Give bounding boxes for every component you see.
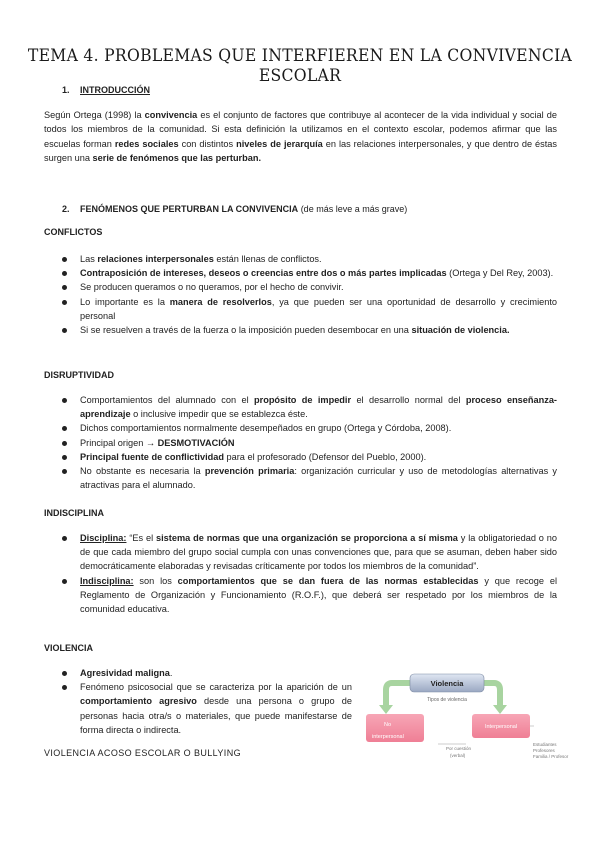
list-item: Fenómeno psicosocial que se caracteriza por la aparición de un comportamiento agresivo desde una persona o grupo de personas hacia otra/s o materiales, que puede manifestarse de forma directa o indirecta. — [62, 680, 352, 737]
violence-types-diagram — [362, 672, 569, 762]
list-item: Disciplina: “Es el sistema de normas que una organización se proporciona a sí misma y la obligatoriedad o no de que cada miembro del grupo social cumpla con unas convenciones que, para que se asuman, deben haber sido democráticamente elaboradas y revisadas críticamente por todos los miembros de la comunidad”. — [62, 531, 557, 574]
list-item: Contraposición de intereses, deseos o creencias entre dos o más partes implicadas (Ortega y Del Rey, 2003). — [62, 266, 557, 280]
intro-text-4: en las relaciones interpersonales, y que dentro de éstas surgen una — [44, 138, 557, 163]
no-interpersonal-label-2: interpersonal — [372, 734, 404, 740]
section-2-heading — [62, 204, 407, 214]
list-item: Lo importante es la manera de resolverlos, ya que pueden ser una oportunidad de desarrollo y crecimiento personal — [62, 295, 557, 323]
list-item: Principal fuente de conflictividad para el profesorado (Defensor del Pueblo, 2000). — [62, 450, 557, 464]
right-sub-2: Profesores — [533, 748, 555, 753]
intro-text-1: Según Ortega (1998) la — [44, 110, 145, 120]
violencia-node-label: Violencia — [430, 679, 464, 688]
list-item: Se producen queramos o no queramos, por el hecho de convivir. — [62, 280, 557, 294]
sub-label-1: Por cuestión — [446, 746, 472, 751]
conflictos-heading: CONFLICTOS — [44, 227, 103, 237]
left-arrow-head — [379, 705, 393, 714]
intro-text-3: con distintos — [178, 138, 237, 149]
list-item: Las relaciones interpersonales están llenas de conflictos. — [62, 252, 557, 266]
list-item: No obstante es necesaria la prevención primaria: organización curricular y uso de metodologías alternativas y atractivas para el alumnado. — [62, 464, 557, 492]
right-sub-3: Familia / Profesor — [533, 754, 569, 759]
right-arrow-head — [493, 705, 507, 714]
section-2-number: 2. — [62, 204, 70, 214]
list-item: Principal origen → DESMOTIVACIÓN — [62, 436, 557, 450]
intro-text-2: es el conjunto de factores que contribuye al acontecer de la vida individual y social de todos los miembros de la comunidad. Si esta definición la utilizamos en el contexto escolar, podemos afirmar que las escuelas forman — [44, 110, 558, 149]
list-item: Si se resuelven a través de la fuerza o la imposición pueden desembocar en una situación de violencia. — [62, 323, 557, 337]
intro-paragraph — [44, 108, 557, 165]
conflictos-list — [62, 252, 557, 337]
diagram-subtitle: Tipos de violencia — [427, 697, 467, 703]
no-interpersonal-label-1: No — [384, 722, 392, 728]
bullying-line: VIOLENCIA ACOSO ESCOLAR O BULLYING — [44, 748, 241, 758]
list-item: Comportamientos del alumnado con el propósito de impedir el desarrollo normal del proceso enseñanza-aprendizaje o inclusive impedir que se establezca éste. — [62, 393, 557, 421]
right-sub-1: Estudiantes — [533, 742, 557, 747]
section-2-note: (de más leve a más grave) — [298, 204, 408, 214]
section-1-heading — [62, 85, 150, 95]
list-item: Indisciplina: son los comportamientos que se dan fuera de las normas establecidas y que recoge el Reglamento de Organización y Funcionamiento (R.O.F.), que deberá ser respetado por los miembros de la comunidad educativa. — [62, 574, 557, 617]
list-item: Dichos comportamientos normalmente desempeñados en grupo (Ortega y Córdoba, 2008). — [62, 421, 557, 435]
disruptividad-list — [62, 393, 557, 492]
intro-bold-fenomenos: serie de fenómenos que las perturban. — [92, 152, 262, 163]
sub-label-2: (verbal) — [450, 753, 466, 758]
section-1-title: INTRODUCCIÓN — [80, 85, 150, 95]
intro-bold-convivencia: convivencia — [144, 110, 198, 120]
indisciplina-list — [62, 531, 557, 616]
section-1-number: 1. — [62, 85, 70, 95]
violencia-list — [62, 666, 352, 737]
disruptividad-heading: DISRUPTIVIDAD — [44, 370, 115, 380]
violencia-heading: VIOLENCIA — [44, 643, 94, 653]
left-arrow — [386, 683, 410, 706]
intro-bold-niveles: niveles de jerarquía — [236, 138, 323, 149]
intro-bold-redes: redes sociales — [114, 138, 179, 149]
page-title: TEMA 4. PROBLEMAS QUE INTERFIEREN EN LA CONVIVENCIA ESCOLAR — [27, 46, 573, 86]
interpersonal-label: Interpersonal — [484, 724, 518, 730]
section-2-title: FENÓMENOS QUE PERTURBAN LA CONVIVENCIA — [80, 204, 299, 214]
indisciplina-heading: INDISCIPLINA — [44, 508, 105, 518]
list-item: Agresividad maligna. — [62, 666, 352, 680]
right-arrow — [484, 683, 500, 706]
arrow-icon: → — [145, 437, 158, 448]
